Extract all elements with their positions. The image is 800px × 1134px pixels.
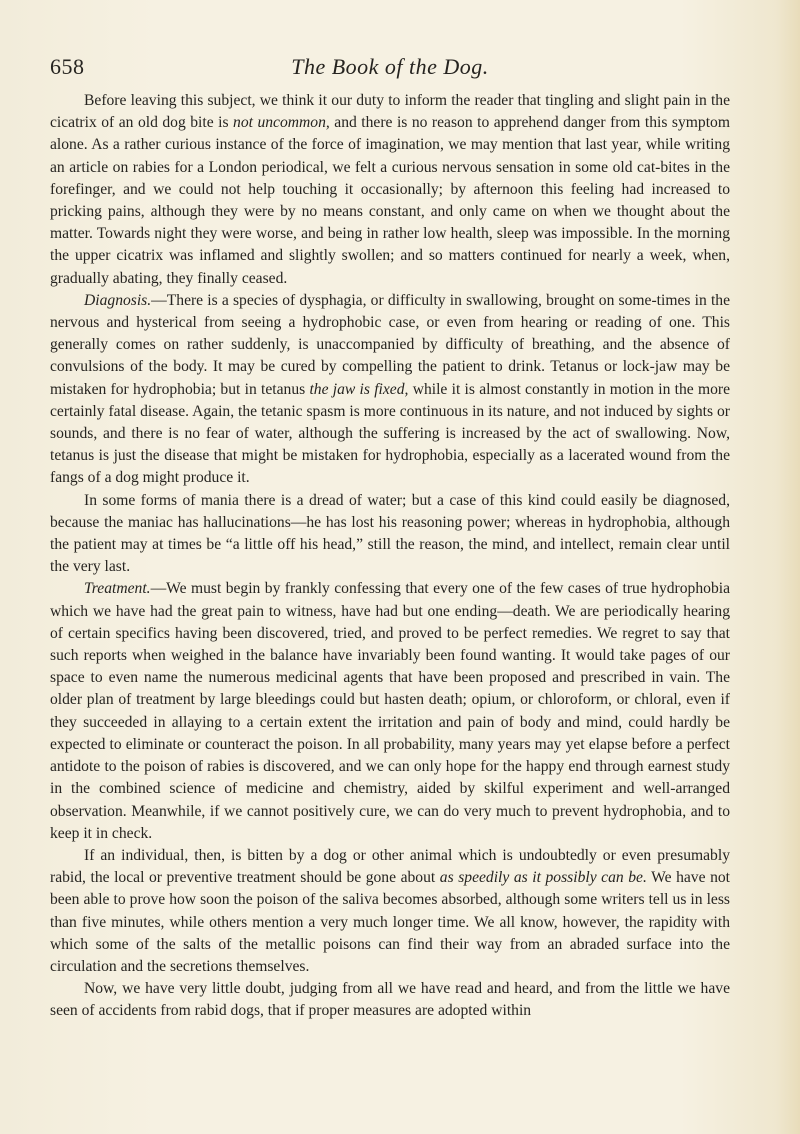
italic-text: Treatment.	[84, 580, 151, 598]
paragraph	[50, 578, 730, 844]
text-run: —We must begin by frankly confessing that every one of the few cases of true hydrophobia which we have had the great pain to witness, have had but one ending—death. We are periodically hearing of certain specifics having been discovered, tried, and proved to be perfect remedies. We regret to say that such reports when weighed in the balance have invariably been found wanting. It would take pages of our space to even name the numerous medicinal agents that have been proposed and prescribed in vain. The older plan of treatment by large bleedings could but hasten death; opium, or chloroform, or chloral, even if they succeeded in allaying to a certain extent the irritation and pain of body and mind, could hardly be expected to eliminate or counteract the poison. In all probability, many years may yet elapse before a perfect antidote to the poison of rabies is discovered, and we can only hope for the happy end through earnest study in the combined science of medicine and chemistry, aided by skilful experiment and well-arranged observation. Meanwhile, if we cannot positively cure, we can do very much to prevent hydrophobia, and to keep it in check.	[50, 580, 730, 842]
italic-text: as speedily as it possibly can be.	[439, 869, 647, 887]
text-run: Before leaving this subject, we think it our duty to inform the reader that tingling and slight pain in the cicatrix of an old dog bite is	[50, 92, 730, 132]
text-run: Now, we have very little doubt, judging from all we have read and heard, and from the little we have seen of accidents from rabid dogs, that if proper measures are adopted within	[50, 980, 730, 1020]
italic-text: Diagnosis.	[84, 291, 152, 309]
text-run: We have not been able to prove how soon the poison of the saliva becomes absorbed, although some writers tell us in less than five minutes, while others mention a very much longer time. We all know, however, the rapidity with which some of the salts of the metallic poisons can find their way from an abraded surface into the circulation and the secretions themselves.	[50, 869, 730, 975]
paragraph	[50, 978, 730, 1022]
paragraph	[50, 490, 730, 579]
text-run: and there is no reason to apprehend danger from this symptom alone. As a rather curious instance of the force of imagination, we may mention that last year, while writing an article on rabies for a London periodical, we felt a curious nervous sensation in some old cat-bites in the forefinger, and we could not help touching it occasionally; by afternoon this feeling had increased to pricking pains, although they were by no means constant, and only came on when we thought about the matter. Towards night they were worse, and being in rather low health, sleep was impossible. In the morning the upper cicatrix was inflamed and slightly swollen; and so matters continued for nearly a week, when, gradually abating, they finally ceased.	[50, 114, 730, 287]
text-run: while it is almost constantly in motion in the more certainly fatal disease. Again, the tetanic spasm is more continuous in its nature, and not induced by sights or sounds, and there is no fear of water, although the suffering is increased by the act of swallowing. Now, tetanus is just the disease that might be mistaken for hydrophobia, especially as a lacerated wound from the fangs of a dog might produce it.	[50, 380, 730, 487]
paragraph	[50, 290, 730, 490]
text-run: In some forms of mania there is a dread of water; but a case of this kind could easily be diagnosed, because the maniac has hallucinations—he has lost his reasoning power; whereas in hydrophobia, although the patient may at times be “a little off his head,” still the reason, the mind, and intellect, remain clear until the very last.	[50, 491, 730, 576]
body-text	[50, 90, 730, 1023]
page-header	[50, 54, 730, 84]
text-run: —There is a species of dysphagia, or difficulty in swallowing, brought on some-times in the nervous and hysterical from seeing a hydrophobic case, or even from hearing or reading of one. This generally comes on rather suddenly, is unaccompanied by difficulty of breathing, and the absence of convulsions of the body. It may be cured by compelling the patient to drink. Tetanus or lock-jaw may be mistaken for hydrophobia; but in tetanus	[50, 291, 730, 398]
running-title: The Book of the Dog.	[291, 54, 489, 79]
paragraph	[50, 845, 730, 978]
italic-text: the jaw is fixed,	[309, 380, 409, 398]
italic-text: not uncommon,	[233, 114, 330, 132]
page-number: 658	[50, 54, 85, 79]
paragraph	[50, 90, 730, 290]
text-run: If an individual, then, is bitten by a dog or other animal which is undoubtedly or even presumably rabid, the local or preventive treatment should be gone about	[50, 846, 730, 887]
